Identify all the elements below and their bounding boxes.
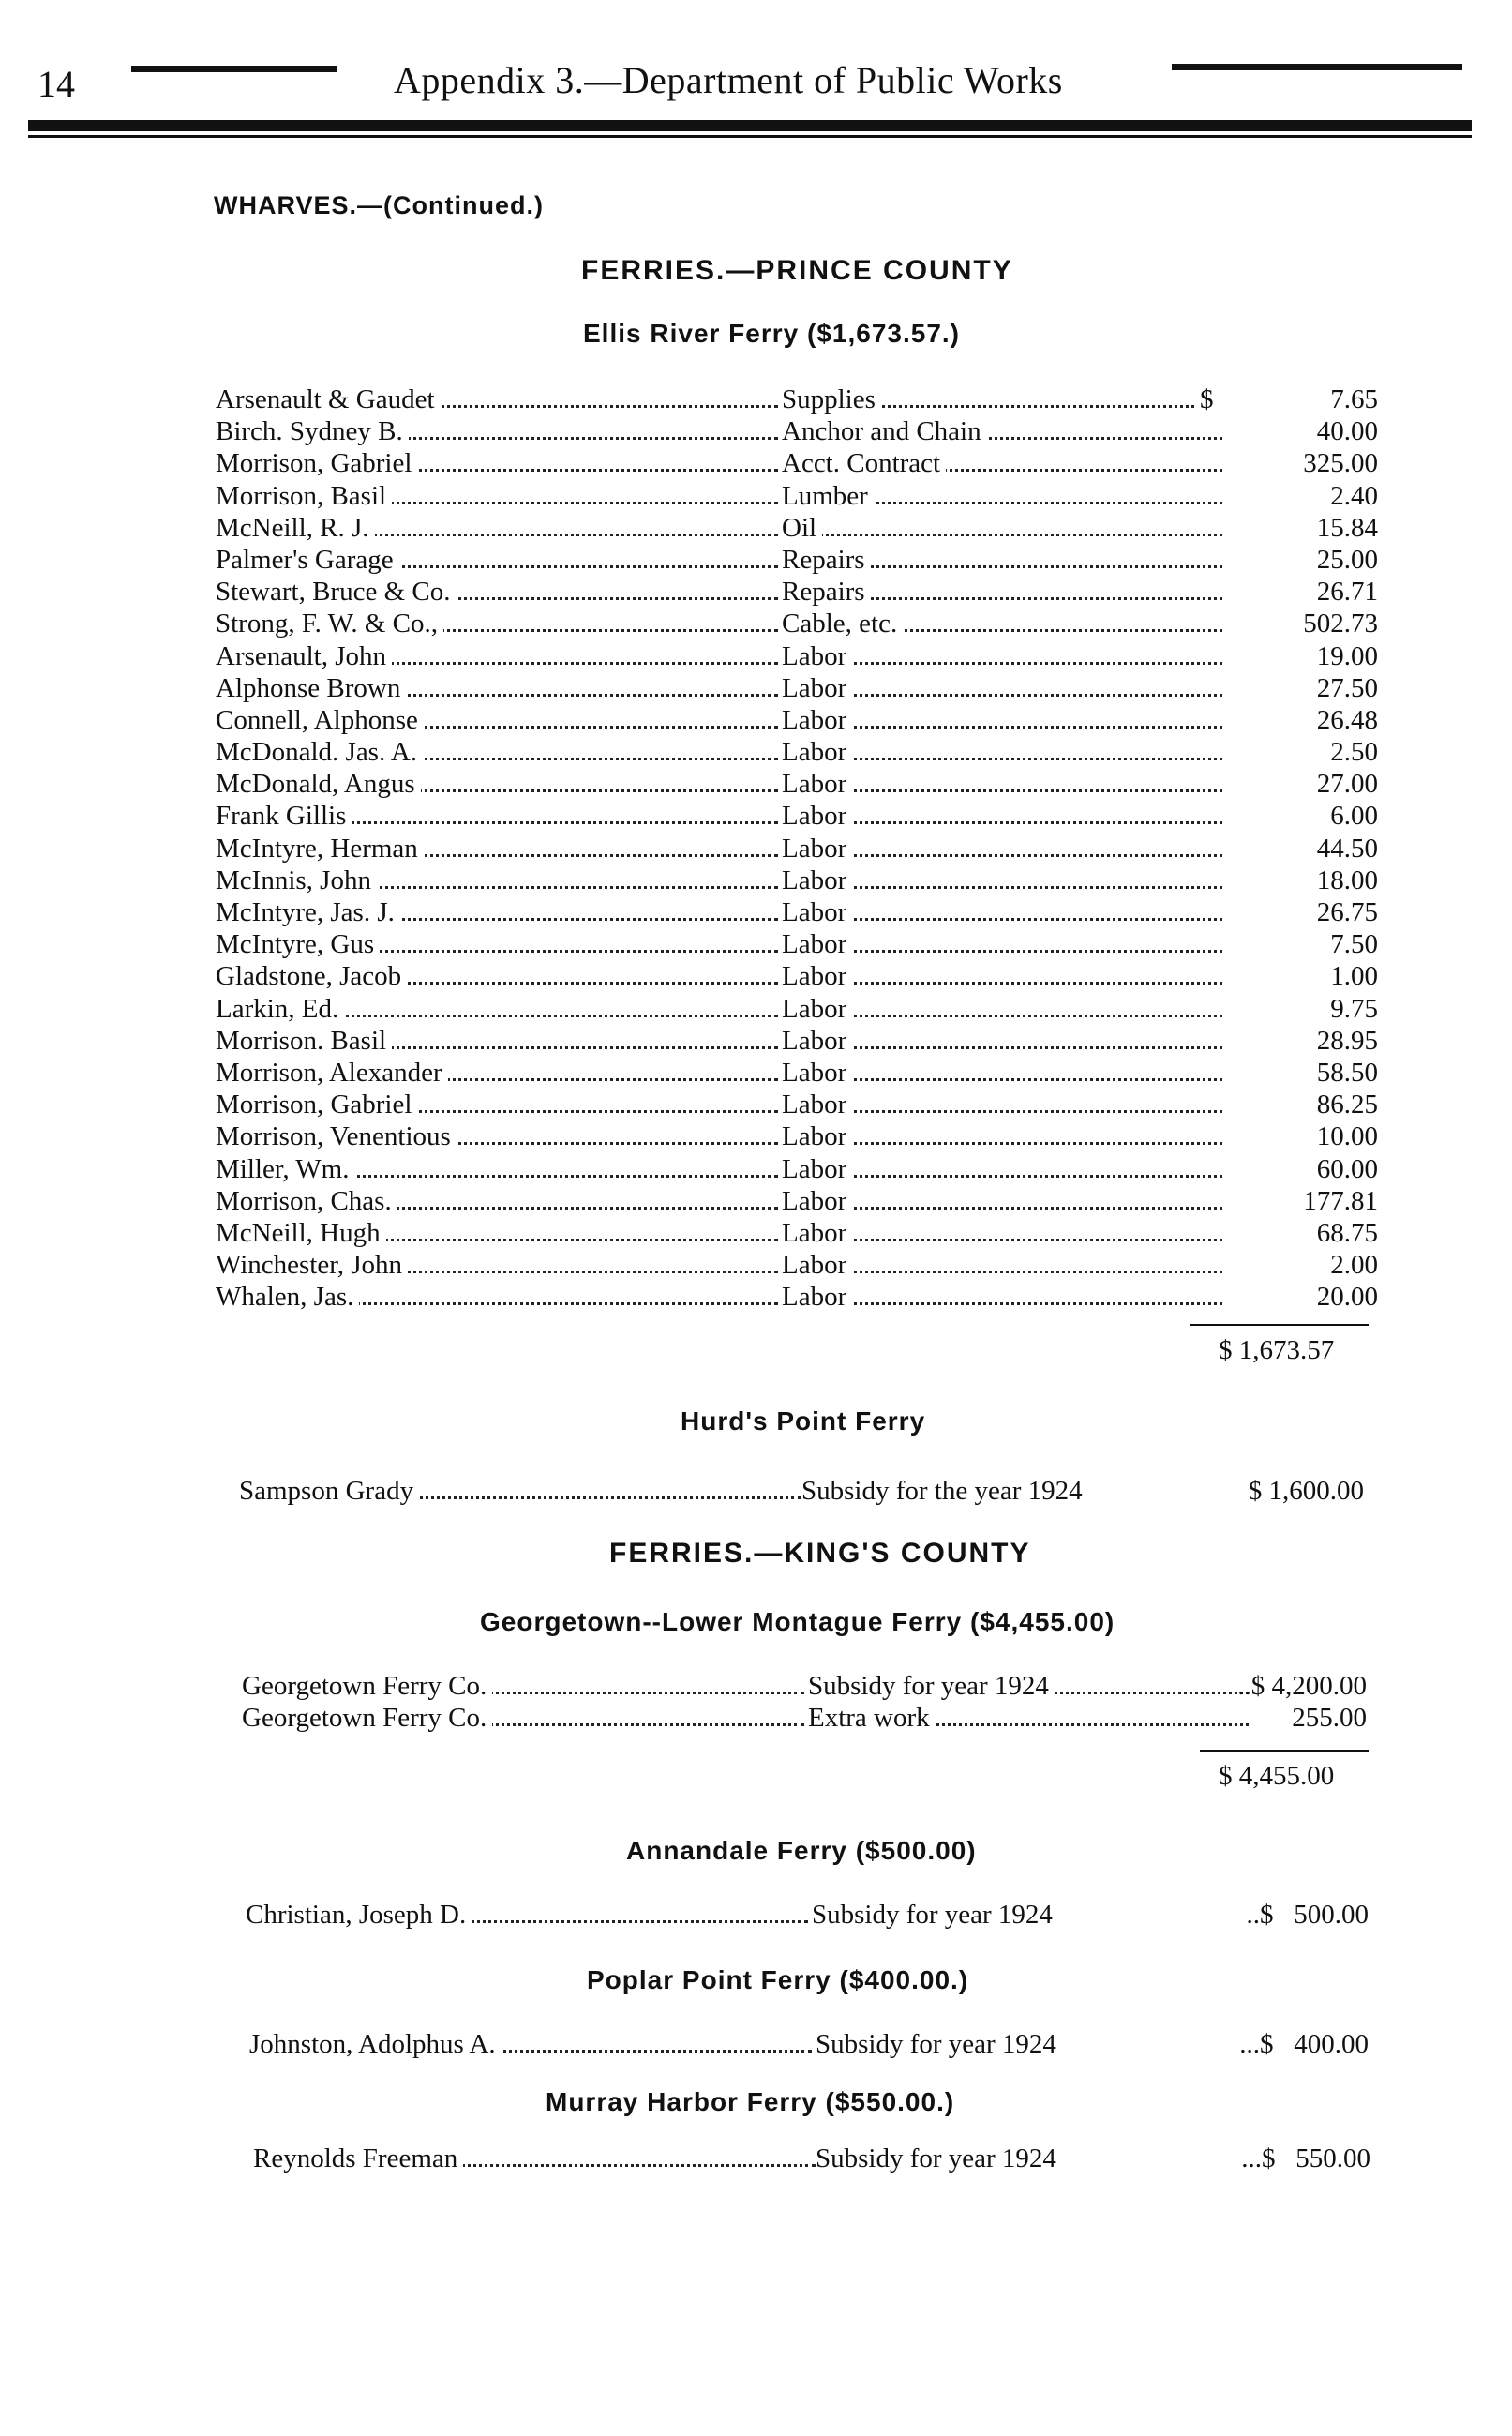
entry-item: Labor — [782, 1186, 852, 1217]
prince-county-heading: FERRIES.—PRINCE COUNTY — [581, 255, 1013, 286]
ledger-row — [242, 1703, 1367, 1735]
entry-amount: 2.40 — [1330, 480, 1378, 511]
georgetown-total: $ 4,455.00 — [1219, 1761, 1335, 1791]
entry-name: Palmer's Garage — [216, 545, 399, 576]
ledger-row — [216, 384, 1378, 416]
page-header — [37, 54, 1481, 111]
entry-amount: 28.95 — [1316, 1025, 1378, 1056]
entry-item: Labor — [782, 994, 852, 1025]
entry-name: McIntyre, Jas. J. — [216, 897, 400, 928]
entry-name: Morrison, Basil — [216, 481, 392, 512]
murray-harbor-heading: Murray Harbor Ferry ($550.00.) — [546, 2087, 955, 2116]
header-rule — [28, 120, 1472, 131]
entry-amount: 25.00 — [1316, 544, 1378, 575]
ledger-row — [216, 1282, 1378, 1314]
entry-name: Morrison, Venentious — [216, 1121, 457, 1152]
ellis-total: $ 1,673.57 — [1219, 1335, 1335, 1365]
entry-name: McNeill, R. J. — [216, 513, 375, 544]
entry-amount: 86.25 — [1316, 1090, 1378, 1120]
ledger-row — [216, 673, 1378, 705]
entry-item: Labor — [782, 1282, 852, 1313]
ledger-row — [216, 1026, 1378, 1058]
entry-item: Repairs — [782, 577, 871, 608]
ledger-row — [216, 769, 1378, 801]
entry-item: Extra work — [808, 1703, 936, 1734]
entry-amount: ...$ 550.00 — [1241, 2143, 1370, 2173]
entry-item: Labor — [782, 1250, 852, 1281]
ledger-row — [216, 737, 1378, 769]
kings-county-heading: FERRIES.—KING'S COUNTY — [609, 1538, 1031, 1569]
ledger-row — [242, 1671, 1367, 1703]
ledger-row — [216, 1250, 1378, 1282]
entry-name: Stewart, Bruce & Co. — [216, 577, 456, 608]
entry-item: Labor — [782, 897, 852, 928]
entry-amount: $ 1,600.00 — [1248, 1476, 1364, 1506]
entry-item: Labor — [782, 1090, 852, 1120]
entry-name: Sampson Grady — [239, 1476, 419, 1507]
entry-amount: 58.50 — [1316, 1057, 1378, 1088]
entry-amount: 9.75 — [1330, 993, 1378, 1024]
ledger-row — [216, 641, 1378, 673]
entry-name: Alphonse Brown — [216, 673, 406, 704]
entry-item: Anchor and Chain — [782, 416, 987, 447]
entry-item: Labor — [782, 865, 852, 896]
entry-amount: 2.00 — [1330, 1250, 1378, 1281]
georgetown-heading: Georgetown--Lower Montague Ferry ($4,455.00) — [480, 1607, 1115, 1636]
entry-item: Labor — [782, 769, 852, 800]
entry-name: McDonald. Jas. A. — [216, 737, 423, 768]
entry-amount: 60.00 — [1316, 1153, 1378, 1184]
entry-name: Larkin, Ed. — [216, 994, 344, 1025]
entry-name: Connell, Alphonse — [216, 705, 424, 736]
ellis-total-rule — [1190, 1324, 1369, 1326]
entry-item: Subsidy for the year 1924 — [801, 1476, 1088, 1507]
entry-name: Birch. Sydney B. — [216, 416, 409, 447]
ledger-row — [216, 416, 1378, 448]
ledger-row — [216, 1154, 1378, 1186]
entry-name: Arsenault, John — [216, 641, 392, 672]
entry-name: Reynolds Freeman — [253, 2143, 463, 2174]
entry-amount: 1.00 — [1330, 961, 1378, 992]
entry-item: Repairs — [782, 545, 871, 576]
entry-name: Morrison, Alexander — [216, 1058, 448, 1089]
entry-name: McInnis, John — [216, 865, 377, 896]
entry-amount: 10.00 — [1316, 1121, 1378, 1152]
entry-amount: 325.00 — [1303, 448, 1378, 479]
currency-symbol: $ — [1200, 384, 1214, 414]
entry-amount: 44.50 — [1316, 833, 1378, 864]
entry-amount: 27.00 — [1316, 769, 1378, 800]
entry-item: Labor — [782, 1026, 852, 1057]
entry-item: Labor — [782, 929, 852, 960]
entry-amount: ..$ 500.00 — [1246, 1900, 1369, 1930]
entry-name: McNeill, Hugh — [216, 1218, 386, 1249]
entry-item: Labor — [782, 961, 852, 992]
ledger-row — [216, 609, 1378, 640]
entry-amount: 40.00 — [1316, 416, 1378, 447]
ellis-river-ledger — [216, 384, 1378, 1314]
entry-item: Supplies — [782, 384, 881, 415]
entry-name: Strong, F. W. & Co., — [216, 609, 443, 639]
ellis-river-heading: Ellis River Ferry ($1,673.57.) — [583, 319, 960, 348]
ledger-row — [216, 961, 1378, 993]
hurds-point-heading: Hurd's Point Ferry — [681, 1406, 926, 1436]
entry-amount: 18.00 — [1316, 865, 1378, 895]
entry-name: Winchester, John — [216, 1250, 408, 1281]
ledger-row — [216, 1058, 1378, 1090]
entry-item: Labor — [782, 737, 852, 768]
ledger-row — [216, 577, 1378, 609]
entry-amount: 68.75 — [1316, 1217, 1378, 1248]
entry-item: Labor — [782, 1154, 852, 1185]
ledger-row — [216, 865, 1378, 897]
entry-item: Cable, etc. — [782, 609, 903, 639]
section-heading: WHARVES.—(Continued.) — [214, 191, 544, 219]
entry-amount: 177.81 — [1303, 1185, 1378, 1216]
entry-name: Whalen, Jas. — [216, 1282, 359, 1313]
entry-item: Subsidy for year 1924 — [808, 1671, 1055, 1702]
entry-item: Subsidy for year 1924 — [816, 2029, 1062, 2060]
ledger-row — [216, 545, 1378, 577]
header-rule-thin — [28, 135, 1472, 138]
entry-item: Labor — [782, 641, 852, 672]
ledger-row — [216, 994, 1378, 1026]
entry-name: Morrison. Basil — [216, 1026, 392, 1057]
entry-amount: ..$ 4,200.00 — [1237, 1671, 1367, 1701]
ledger-row — [216, 1186, 1378, 1218]
ledger-row — [216, 897, 1378, 929]
entry-item: Subsidy for year 1924 — [812, 1900, 1058, 1931]
entry-amount: 26.48 — [1316, 704, 1378, 735]
leader-dots — [782, 534, 1222, 536]
entry-amount: 6.00 — [1330, 801, 1378, 832]
entry-name: McIntyre, Gus — [216, 929, 380, 960]
annandale-heading: Annandale Ferry ($500.00) — [626, 1836, 977, 1865]
entry-amount: 27.50 — [1316, 672, 1378, 703]
entry-name: Morrison, Gabriel — [216, 448, 417, 479]
entry-name: Christian, Joseph D. — [246, 1900, 472, 1931]
entry-name: Frank Gillis — [216, 801, 352, 832]
header-ornament-right — [1172, 64, 1462, 70]
entry-name: McDonald, Angus — [216, 769, 421, 800]
ledger-row — [216, 513, 1378, 545]
entry-item: Labor — [782, 673, 852, 704]
ledger-row — [216, 834, 1378, 865]
ledger-row — [216, 705, 1378, 737]
entry-name: Morrison, Chas. — [216, 1186, 397, 1217]
georgetown-ledger — [242, 1671, 1367, 1735]
entry-item: Labor — [782, 801, 852, 832]
entry-name: Georgetown Ferry Co. — [242, 1703, 492, 1734]
entry-item: Subsidy for year 1924 — [816, 2143, 1062, 2174]
ledger-row — [216, 1121, 1378, 1153]
header-ornament-left — [131, 66, 337, 72]
ledger-row — [216, 448, 1378, 480]
entry-name: Miller, Wm. — [216, 1154, 354, 1185]
ledger-row — [216, 1090, 1378, 1121]
ledger-row — [216, 929, 1378, 961]
entry-item: Labor — [782, 834, 852, 865]
entry-item: Labor — [782, 1121, 852, 1152]
entry-amount: 255.00 — [1292, 1703, 1367, 1734]
entry-name: Morrison, Gabriel — [216, 1090, 417, 1120]
entry-item: Labor — [782, 1218, 852, 1249]
entry-amount: 7.50 — [1330, 929, 1378, 960]
entry-item: Labor — [782, 705, 852, 736]
entry-amount: 7.65 — [1330, 384, 1378, 414]
entry-amount: 26.71 — [1316, 577, 1378, 608]
entry-item: Lumber — [782, 481, 874, 512]
entry-amount: 502.73 — [1303, 609, 1378, 639]
ledger-row — [216, 481, 1378, 513]
running-title: Appendix 3.—Department of Public Works — [394, 59, 1063, 101]
ledger-row — [216, 1218, 1378, 1250]
entry-name: Georgetown Ferry Co. — [242, 1671, 492, 1702]
entry-amount: ...$ 400.00 — [1239, 2029, 1369, 2059]
entry-amount: 20.00 — [1316, 1282, 1378, 1313]
entry-item: Labor — [782, 1058, 852, 1089]
entry-name: Gladstone, Jacob — [216, 961, 407, 992]
entry-name: McIntyre, Herman — [216, 834, 424, 865]
entry-item: Oil — [782, 513, 822, 544]
entry-name: Arsenault & Gaudet — [216, 384, 441, 415]
entry-amount: 15.84 — [1316, 512, 1378, 543]
entry-amount: 2.50 — [1330, 737, 1378, 768]
entry-item: Acct. Contract — [782, 448, 946, 479]
poplar-point-heading: Poplar Point Ferry ($400.00.) — [587, 1965, 969, 1994]
ledger-row — [216, 801, 1378, 833]
entry-name: Johnston, Adolphus A. — [249, 2029, 502, 2060]
entry-amount: 26.75 — [1316, 897, 1378, 927]
page-number: 14 — [37, 63, 75, 105]
entry-amount: 19.00 — [1316, 640, 1378, 671]
georgetown-total-rule — [1200, 1750, 1369, 1752]
